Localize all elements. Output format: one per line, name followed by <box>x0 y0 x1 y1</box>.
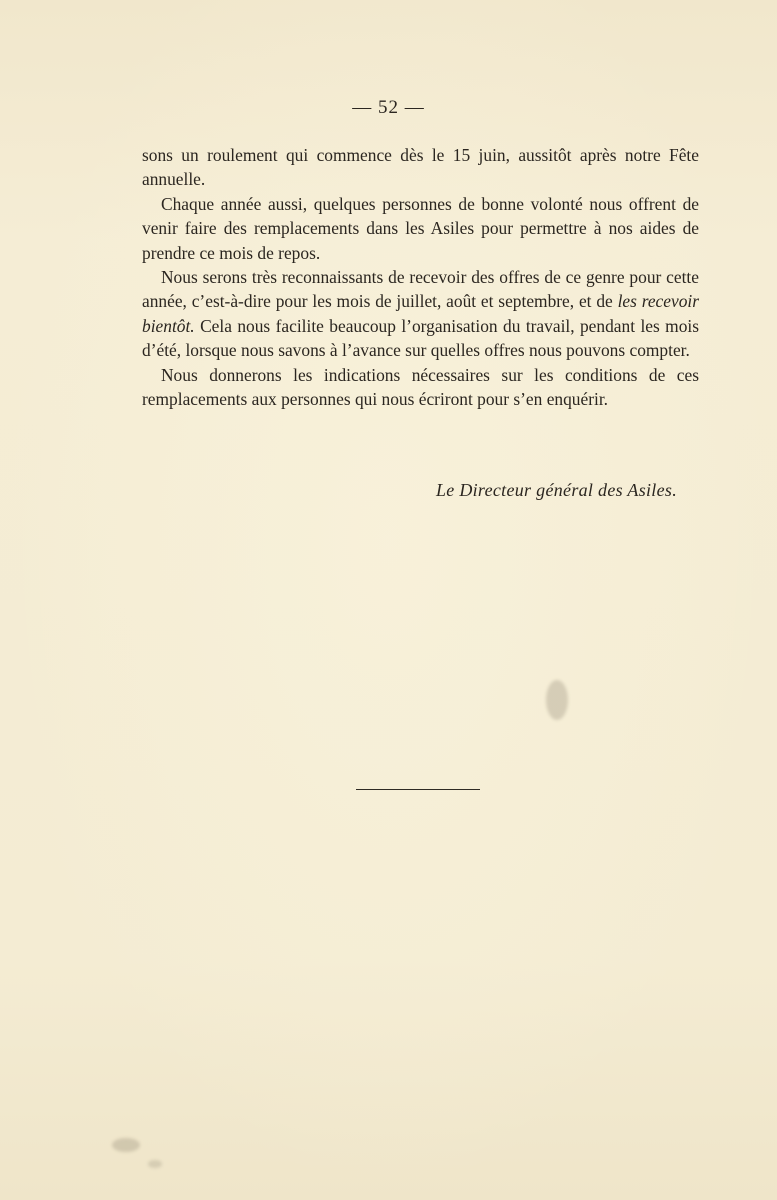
paragraph-3-start: Nous serons très reconnaissants de recevoir des offres de ce genre pour cette année, c’est-à-dire pour les mois de juillet, août et septembre, et de <box>142 267 699 312</box>
paper-stain <box>112 1138 140 1152</box>
paper-stain <box>148 1160 162 1168</box>
paper-stain <box>546 680 568 720</box>
page-number: — 52 — <box>352 97 425 118</box>
paragraph-3 <box>142 265 699 363</box>
end-rule-divider <box>356 789 480 790</box>
body-text <box>142 143 699 411</box>
paragraph-2: Chaque année aussi, quelques personnes de bonne volonté nous offrent de venir faire des remplacements dans les Asiles pour permettre à nos aides de prendre ce mois de repos. <box>142 193 699 263</box>
paragraph-3-emphasis: les recevoir bientôt. <box>142 291 699 336</box>
signature: Le Directeur général des Asiles. <box>435 480 677 500</box>
paragraph-4: Nous donnerons les indications nécessaires sur les conditions de ces remplacements aux personnes qui nous écriront pour s’en enquérir. <box>142 364 699 410</box>
paragraph-3-end: Cela nous facilite beaucoup l’organisation du travail, pendant les mois d’été, lorsque nous savons à l’avance sur quelles offres nous pouvons compter. <box>142 315 699 361</box>
paragraph-1: sons un roulement qui commence dès le 15 juin, aussitôt après notre Fête annuelle. <box>142 145 699 190</box>
